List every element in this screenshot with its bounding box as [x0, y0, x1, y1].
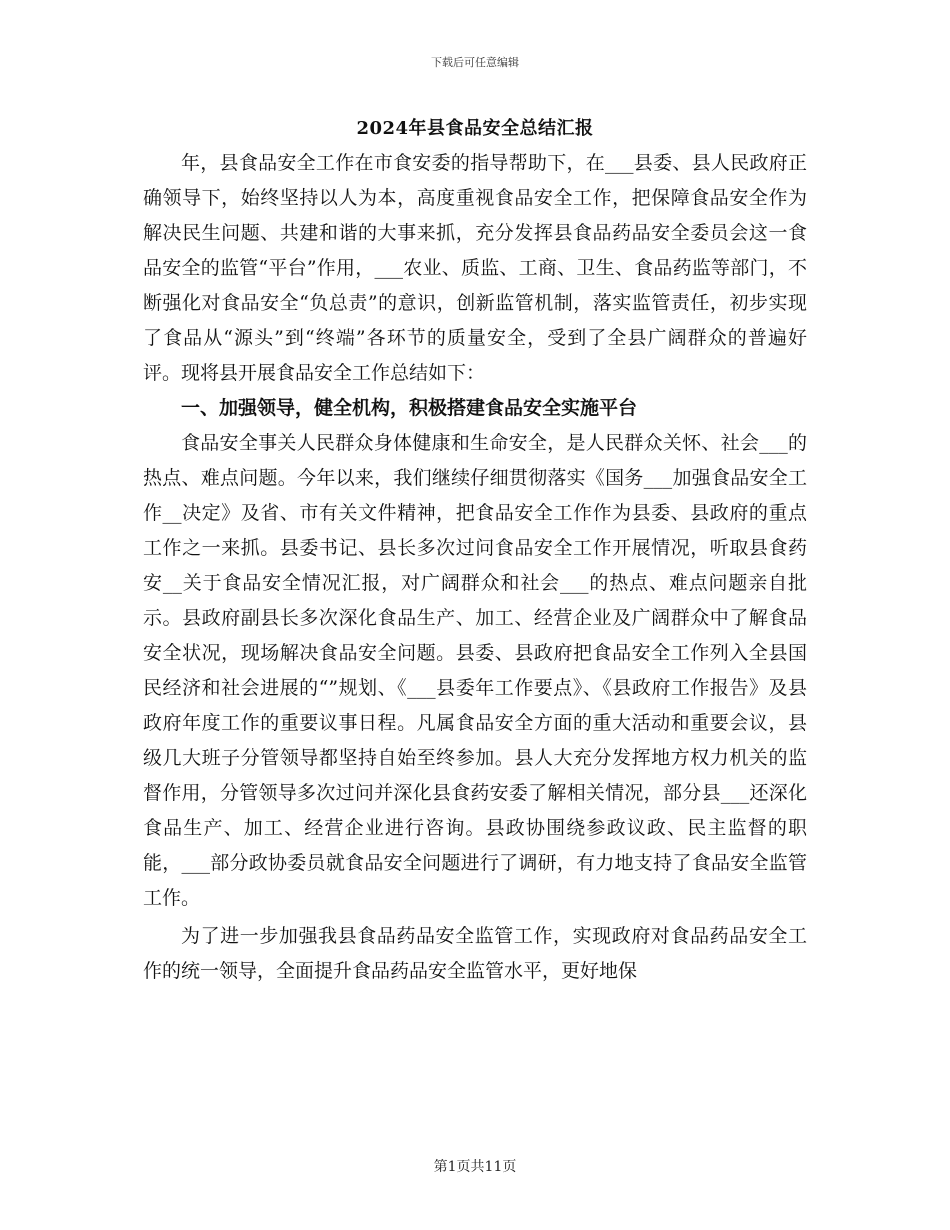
header-note: 下载后可任意编辑 — [431, 56, 519, 69]
intro-paragraph: 年，县食品安全工作在市食安委的指导帮助下，在___县委、县人民政府正确领导下，始终坚持以人为本，高度重视食品安全工作，把保障食品安全作为解决民生问题、共建和谐的大事来抓，充分发挥县食品药品安全委员会这一食品安全的监管“平台”作用，___农业、质监、工商、卫生、食品药监等部门，不断强化对食品安全“负总责”的意识，创新监管机制，落实监管责任，初步实现了食品从“源头”到“终端”各环节的质量安全，受到了全县广阔群众的普遍好评。现将县开展食品安全工作总结如下： — [143, 152, 807, 384]
section-1-paragraph: 食品安全事关人民群众身体健康和生命安全，是人民群众关怀、社会___的热点、难点问题。今年以来，我们继续仔细贯彻落实《国务___加强食品安全工作__决定》及省、市有关文件精神，把食品安全工作作为县委、县政府的重点工作之一来抓。县委书记、县长多次过问食品安全工作开展情况，听取县食药安__关于食品安全情况汇报，对广阔群众和社会___的热点、难点问题亲自批示。县政府副县长多次深化食品生产、加工、经营企业及广阔群众中了解食品安全状况，现场解决食品安全问题。县委、县政府把食品安全工作列入全县国民经济和社会进展的“”规划、《___县委年工作要点》、《县政府工作报告》及县政府年度工作的重要议事日程。凡属食品安全方面的重大活动和重要会议，县级几大班子分管领导都坚持自始至终参加。县人大充分发挥地方权力机关的监督作用，分管领导多次过问并深化县食药安委了解相关情况，部分县___还深化食品生产、加工、经营企业进行咨询。县政协围绕参政议政、民主监督的职能，___部分政协委员就食品安全问题进行了调研，有力地支持了食品安全监管工作。 — [143, 432, 807, 909]
document-body — [143, 146, 807, 989]
page-footer: 第1页共11页 — [433, 1159, 517, 1175]
section-1-heading: 一、加强领导，健全机构，积极搭建食品安全实施平台 — [181, 397, 638, 419]
document-title: 2024年县食品安全总结汇报 — [356, 118, 594, 139]
section-1-paragraph-2: 为了进一步加强我县食品药品安全监管工作，实现政府对食品药品安全工作的统一领导，全面提升食品药品安全监管水平，更好地保 — [143, 925, 807, 982]
